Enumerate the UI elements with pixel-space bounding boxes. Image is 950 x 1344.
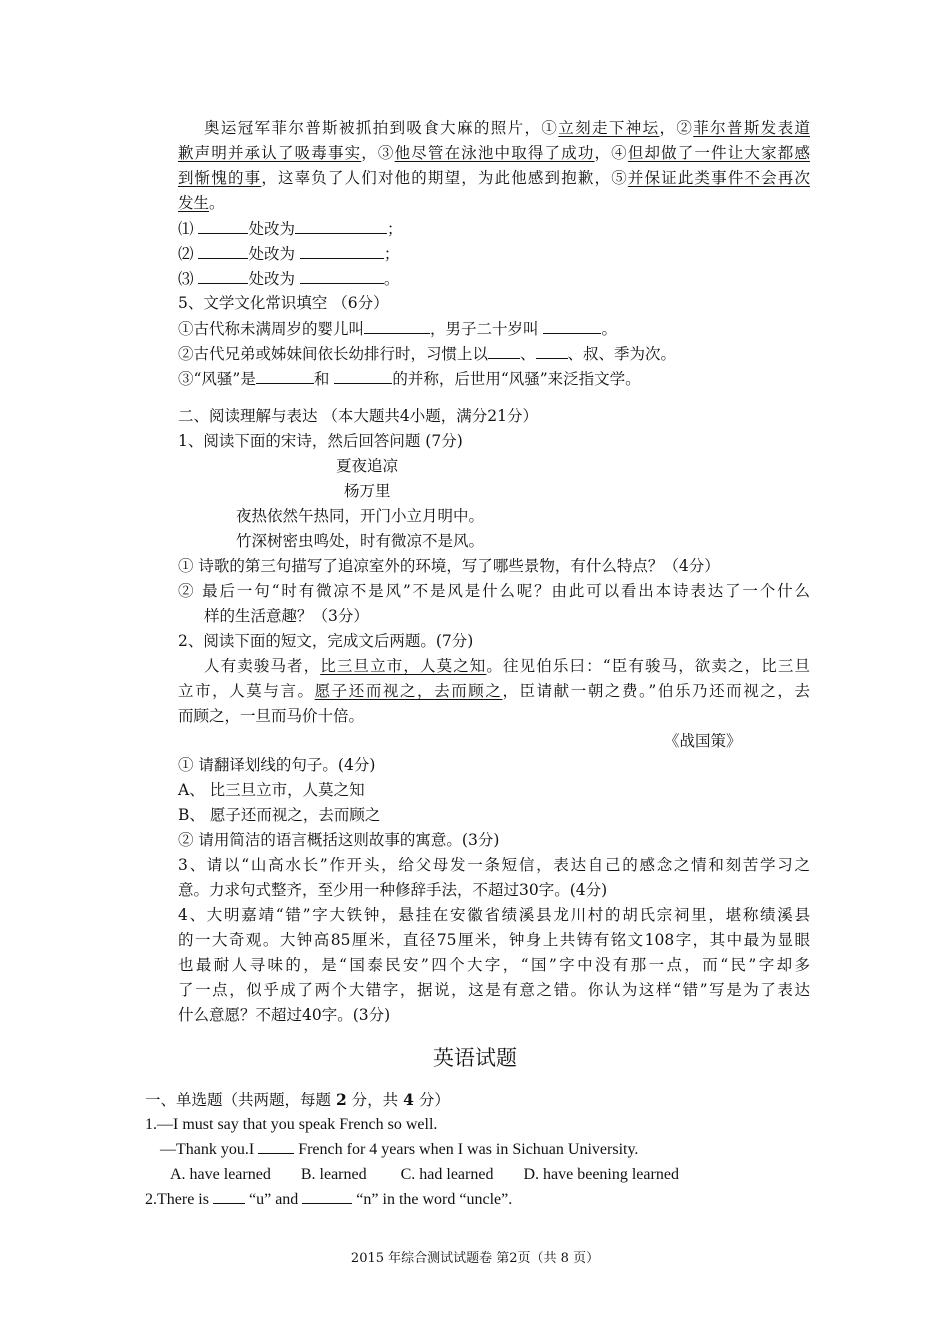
- answer-blank[interactable]: [300, 266, 384, 284]
- text: ①古代称未满周岁的婴儿叫: [178, 320, 365, 338]
- text: 人有卖骏马者，: [204, 657, 321, 675]
- option-c[interactable]: C. had learned: [400, 1166, 494, 1183]
- question-line: 的一大奇观。大钟高85厘米，直径75厘米，钟身上共铸有铭文108字，其中最为显眼: [178, 931, 810, 949]
- passage-line: [204, 116, 810, 141]
- text: 。: [601, 320, 617, 338]
- answer-blank[interactable]: [364, 316, 430, 334]
- text: 立市，人莫与言。: [178, 682, 315, 700]
- text: 。往见伯乐曰：“臣有骏马，欲卖之，比三旦: [486, 657, 810, 675]
- answer-blank[interactable]: [256, 366, 314, 384]
- answer-blank[interactable]: [300, 241, 384, 259]
- text: —Thank you.I: [160, 1141, 259, 1158]
- poem-title: 夏夜追凉: [336, 457, 399, 475]
- underlined-text: 愿子还而视之，去而顾之: [314, 682, 503, 700]
- text: ，男子二十岁叫: [430, 320, 539, 338]
- passage-source: 《战国策》: [664, 732, 742, 750]
- text: 一、单选题（共两题，每题: [145, 1091, 336, 1109]
- passage-line: [178, 166, 810, 191]
- correction-line: [178, 216, 810, 242]
- text: 处改为: [248, 220, 295, 238]
- text: 分）: [413, 1091, 450, 1109]
- option-b[interactable]: B. learned: [300, 1166, 367, 1183]
- poem-line: 竹深树密虫鸣处，时有微凉不是风。: [236, 532, 485, 550]
- text: 2: [335, 1090, 347, 1109]
- text: 。: [383, 270, 400, 288]
- english-section-heading: [145, 1088, 825, 1113]
- question-line: [178, 341, 810, 367]
- item-number: ⑴: [178, 220, 194, 238]
- question-line: 4、大明嘉靖“错”字大铁钟，悬挂在安徽省绩溪县龙川村的胡氏宗祠里，堪称绩溪县: [178, 906, 810, 924]
- question-line: ① 请翻译划线的句子。(4分): [178, 756, 376, 774]
- text: 4: [403, 1090, 414, 1109]
- answer-blank[interactable]: [536, 341, 568, 359]
- option-d[interactable]: D. have beening learned: [523, 1166, 679, 1183]
- question-line: 什么意愿？不超过40字。(3分): [178, 1006, 391, 1024]
- correction-line: [178, 241, 810, 267]
- page-footer: 2015 年综合测试试题卷 第2页（共 8 页）: [350, 1251, 600, 1266]
- english-section-title: 英语试题: [433, 1046, 517, 1070]
- text: ，这辜负了人们对他的期望，为此他感到抱歉，⑤: [261, 169, 628, 187]
- text: “u” and: [244, 1191, 303, 1208]
- underlined-text: 发生: [178, 194, 210, 212]
- option-a[interactable]: A. have learned: [170, 1166, 271, 1183]
- question-heading: 2、阅读下面的短文，完成文后两题。(7分): [178, 632, 474, 650]
- question-line: [145, 1188, 825, 1213]
- text: French for 4 years when I was in Sichuan University.: [294, 1141, 639, 1158]
- text: 处改为: [248, 245, 295, 263]
- question-line: ① 诗歌的第三句描写了追凉室外的环境，写了哪些景物，有什么特点？（4分）: [178, 557, 720, 575]
- question-line: [178, 316, 810, 342]
- underlined-text: 但却做了一件让大家都感: [627, 144, 810, 162]
- text: ，④: [594, 144, 628, 162]
- poem-author: 杨万里: [344, 482, 391, 500]
- underlined-text: 他尽管在泳池中取得了成功: [394, 144, 595, 162]
- answer-blank[interactable]: [198, 241, 248, 259]
- question-line: [160, 1138, 840, 1163]
- text: 处改为: [248, 270, 295, 288]
- text: 2.There is: [145, 1191, 213, 1208]
- text: ，②: [659, 119, 694, 137]
- item-number: ⑶: [178, 270, 194, 288]
- question-line: A、 比三旦立市，人莫之知: [178, 781, 365, 799]
- text: 、: [520, 345, 536, 363]
- text: 分，共: [346, 1091, 404, 1109]
- passage-line: [178, 679, 810, 704]
- passage-line: [178, 191, 810, 216]
- question-line: B、 愿子还而视之，去而顾之: [178, 806, 381, 824]
- underlined-text: 并保证此类事件不会再次: [627, 169, 810, 187]
- question-line: ② 最后一句“时有微凉不是风”不是风是什么呢？由此可以看出本诗表达了一个什么: [178, 582, 810, 600]
- underlined-text: 歉声明并承认了吸毒事实: [178, 144, 362, 162]
- question-line: ② 请用简洁的语言概括这则故事的寓意。(3分): [178, 831, 500, 849]
- question-line: 3、请以“山高水长”作开头，给父母发一条短信，表达自己的感念之情和刻苦学习之: [178, 856, 810, 874]
- text: 、叔、季为次。: [567, 345, 677, 363]
- text: ③“风骚”是: [178, 370, 256, 388]
- question-line: [178, 366, 810, 392]
- answer-blank[interactable]: [488, 341, 520, 359]
- question-line: 样的生活意趣？（3分）: [204, 607, 369, 625]
- options-line: [170, 1163, 850, 1188]
- poem-line: 夜热依然午热同，开门小立月明中。: [236, 507, 485, 525]
- answer-blank[interactable]: [295, 216, 387, 234]
- question-line: 了一点，似乎成了两个大错字，据说，这是有意之错。你认为这样“错”写是为了表达: [178, 981, 810, 999]
- answer-blank[interactable]: [213, 1188, 245, 1204]
- text: 。: [209, 194, 225, 212]
- underlined-text: 立刻走下神坛: [558, 119, 660, 137]
- item-number: ⑵: [178, 245, 194, 263]
- question-line: 也最耐人寻味的，是“国泰民安”四个大字，“国”字中没有那一点，而“民”字却多: [178, 956, 810, 974]
- text: 的并称，后世用“风骚”来泛指文学。: [392, 370, 641, 388]
- answer-blank[interactable]: [302, 1188, 352, 1204]
- text: 奥运冠军菲尔普斯被抓拍到吸食大麻的照片，①: [204, 119, 559, 137]
- text: ②古代兄弟或姊妹间依长幼排行时，习惯上以: [178, 345, 489, 363]
- question-line: 意。力求句式整齐，至少用一种修辞手法，不超过30字。(4分): [178, 881, 608, 899]
- underlined-text: 菲尔普斯发表道: [693, 119, 810, 137]
- answer-blank[interactable]: [258, 1138, 294, 1154]
- question-heading: 5、文学文化常识填空 （6分）: [178, 294, 389, 312]
- passage-line: [204, 654, 810, 679]
- section-heading: 二、阅读理解与表达 （本大题共4小题，满分21分）: [178, 407, 539, 425]
- correction-line: [178, 266, 810, 292]
- text: ，臣请献一朝之费。”伯乐乃还而视之，去: [502, 682, 810, 700]
- question-line: 1.—I must say that you speak French so well.: [145, 1116, 438, 1133]
- underlined-text: 比三旦立市，人莫之知: [320, 657, 487, 675]
- answer-blank[interactable]: [198, 216, 248, 234]
- text: ，③: [361, 144, 395, 162]
- text: ；: [386, 220, 403, 238]
- underlined-text: 到惭愧的事: [178, 169, 262, 187]
- passage-line: [178, 141, 810, 166]
- text: ；: [383, 245, 400, 263]
- text: “n” in the word “uncle”.: [352, 1191, 513, 1208]
- text: 和: [313, 370, 330, 388]
- answer-blank[interactable]: [543, 316, 601, 334]
- answer-blank[interactable]: [198, 266, 248, 284]
- answer-blank[interactable]: [334, 366, 392, 384]
- passage-line: 而顾之，一旦而马价十倍。: [178, 707, 365, 725]
- question-heading: 1、阅读下面的宋诗，然后回答问题 (7分): [178, 432, 463, 450]
